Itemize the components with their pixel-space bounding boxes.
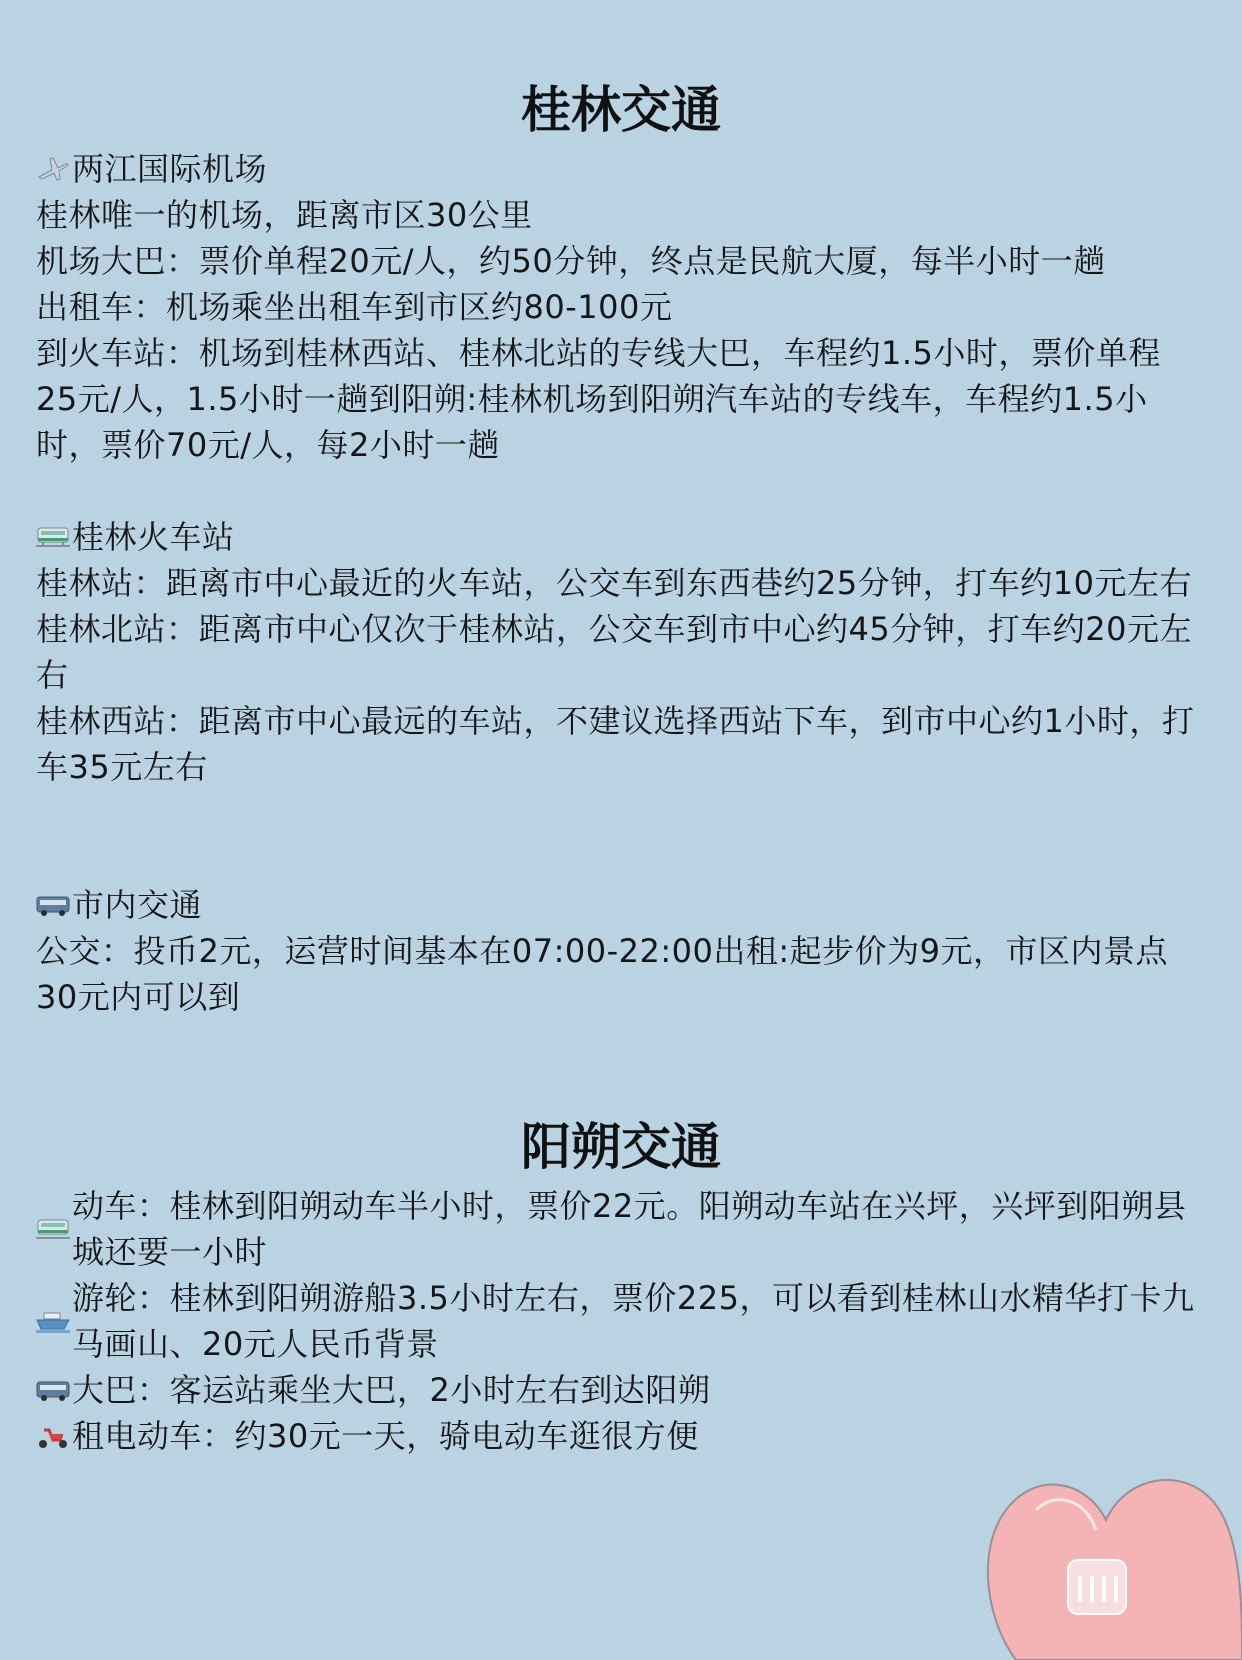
section-heading-airport (36, 146, 1196, 192)
page-title-guilin: 桂林交通 (521, 81, 721, 139)
section-heading-train-label: 桂林火车站 (72, 518, 235, 556)
train-line-2: 桂林北站：距离市中心仅次于桂林站，公交车到市中心约45分钟，打车约20元左右 (36, 610, 1192, 694)
scooter-icon (36, 1422, 70, 1450)
section-airport (36, 146, 1196, 468)
section-heading-airport-label: 两江国际机场 (72, 150, 268, 188)
yangshuo-item-text: 大巴：客运站乘坐大巴，2小时左右到达阳朔 (72, 1371, 711, 1409)
list-item (36, 1275, 1196, 1367)
yangshuo-item-text: 游轮：桂林到阳朔游船3.5小时左右，票价225，可以看到桂林山水精华打卡九马画山、20元人民币背景 (72, 1279, 1195, 1363)
train-line-1: 桂林站：距离市中心最近的火车站，公交车到东西巷约25分钟，打车约10元左右 (36, 564, 1192, 602)
heart-sticker-icon (976, 1430, 1242, 1660)
bus-icon (36, 891, 70, 919)
yangshuo-item-text: 租电动车：约30元一天，骑电动车逛很方便 (72, 1417, 699, 1455)
list-item (36, 1367, 1196, 1413)
section-city-transport (36, 882, 1196, 1020)
yangshuo-item-text: 动车：桂林到阳朔动车半小时，票价22元。阳朔动车站在兴坪，兴坪到阳朔县城还要一小时 (72, 1187, 1187, 1271)
section-heading-train (36, 514, 1196, 560)
airport-line-1: 桂林唯一的机场，距离市区30公里 (36, 196, 533, 234)
airport-line-4: 到火车站：机场到桂林西站、桂林北站的专线大巴，车程约1.5小时，票价单程25元/人，1.5小时一趟到阳朔:桂林机场到阳朔汽车站的专线车，车程约1.5小时，票价70元/人，每2小时一趟 (36, 334, 1161, 464)
bus-icon (36, 1376, 70, 1404)
section-train-station (36, 514, 1196, 790)
section-heading-city (36, 882, 1196, 928)
section-yangshuo (36, 1183, 1196, 1459)
ship-icon (36, 1307, 70, 1335)
airplane-icon (36, 155, 70, 183)
airport-line-3: 出租车：机场乘坐出租车到市区约80-100元 (36, 288, 673, 326)
list-item (36, 1183, 1196, 1275)
train-line-3: 桂林西站：距离市中心最远的车站，不建议选择西站下车，到市中心约1小时，打车35元左右 (36, 702, 1195, 786)
page-title-yangshuo: 阳朔交通 (521, 1118, 721, 1176)
train-icon (36, 523, 70, 551)
train-icon (36, 1215, 70, 1243)
section-heading-city-label: 市内交通 (72, 886, 203, 924)
airport-line-2: 机场大巴：票价单程20元/人，约50分钟，终点是民航大厦，每半小时一趟 (36, 242, 1106, 280)
city-line-1: 公交：投币2元，运营时间基本在07:00-22:00出租:起步价为9元，市区内景点30元内可以到 (36, 932, 1168, 1016)
